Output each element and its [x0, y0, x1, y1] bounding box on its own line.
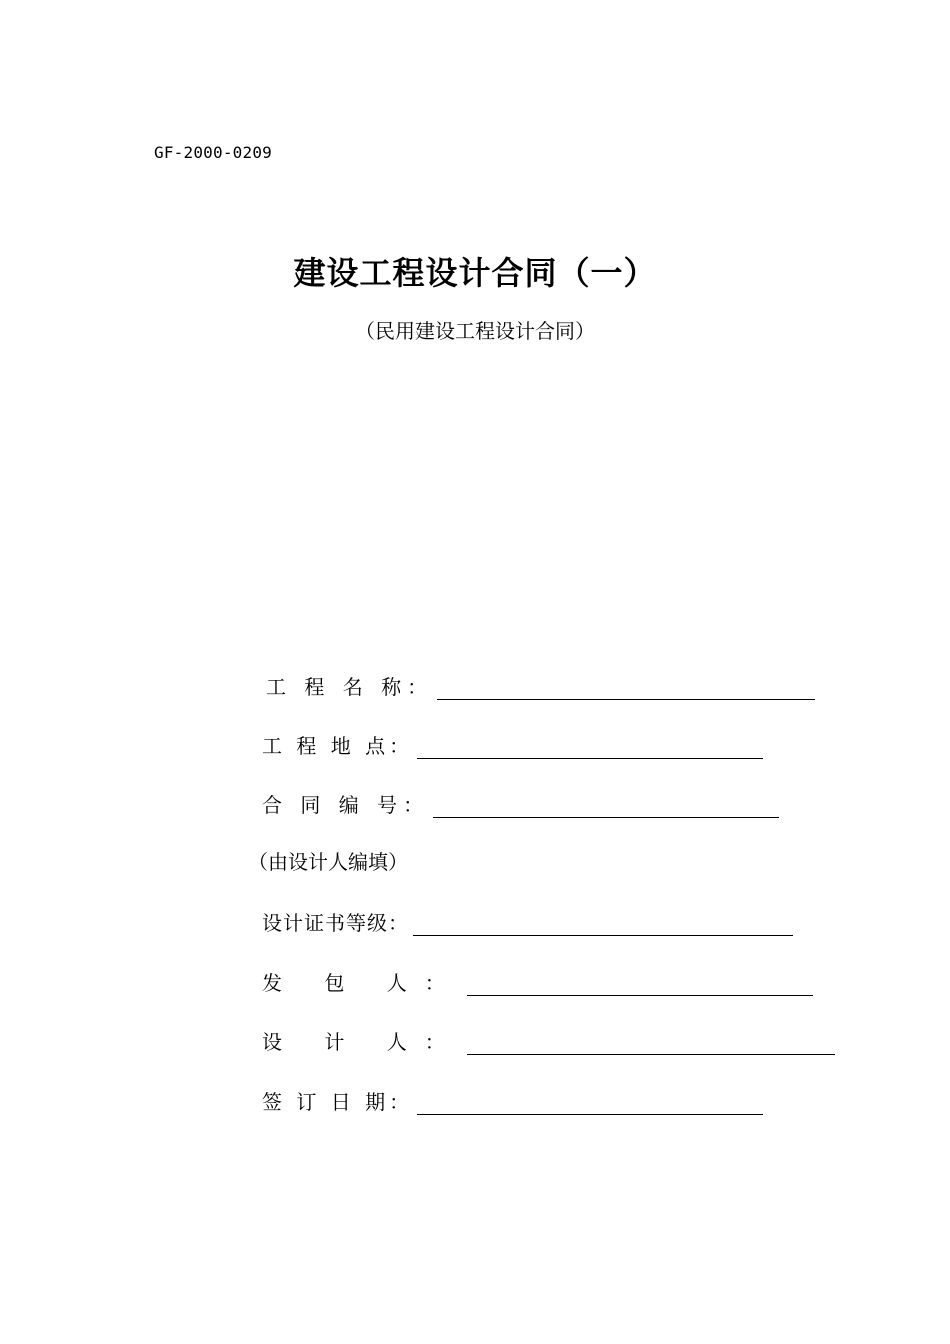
design-certificate-level-blank[interactable] — [413, 913, 793, 936]
project-location-blank[interactable] — [417, 736, 763, 759]
filled-by-designer-note: （由设计人编填） — [248, 850, 408, 874]
field-label: 发 包 人： — [262, 971, 463, 995]
field-label: 合 同 编 号： — [262, 793, 430, 817]
field-design-certificate-level — [262, 906, 793, 936]
client-blank[interactable] — [467, 973, 813, 996]
project-name-blank[interactable] — [437, 677, 815, 700]
document-title: 建设工程设计合同（一） — [293, 254, 657, 292]
field-label: 设计证书等级： — [262, 911, 409, 935]
field-signing-date — [262, 1085, 763, 1115]
field-client — [262, 966, 813, 996]
document-subtitle: （民用建设工程设计合同） — [355, 319, 595, 343]
designer-blank[interactable] — [467, 1032, 835, 1055]
field-project-location — [262, 729, 763, 759]
field-label: 签 订 日 期： — [262, 1090, 414, 1114]
field-contract-number — [262, 788, 779, 818]
standard-code: GF-2000-0209 — [154, 143, 272, 162]
field-label: 工 程 地 点： — [262, 734, 414, 758]
field-label: 工 程 名 称： — [266, 675, 434, 699]
signing-date-blank[interactable] — [417, 1092, 763, 1115]
field-designer — [262, 1025, 835, 1055]
field-project-name — [266, 670, 815, 700]
field-label: 设 计 人： — [262, 1030, 463, 1054]
contract-number-blank[interactable] — [433, 795, 779, 818]
